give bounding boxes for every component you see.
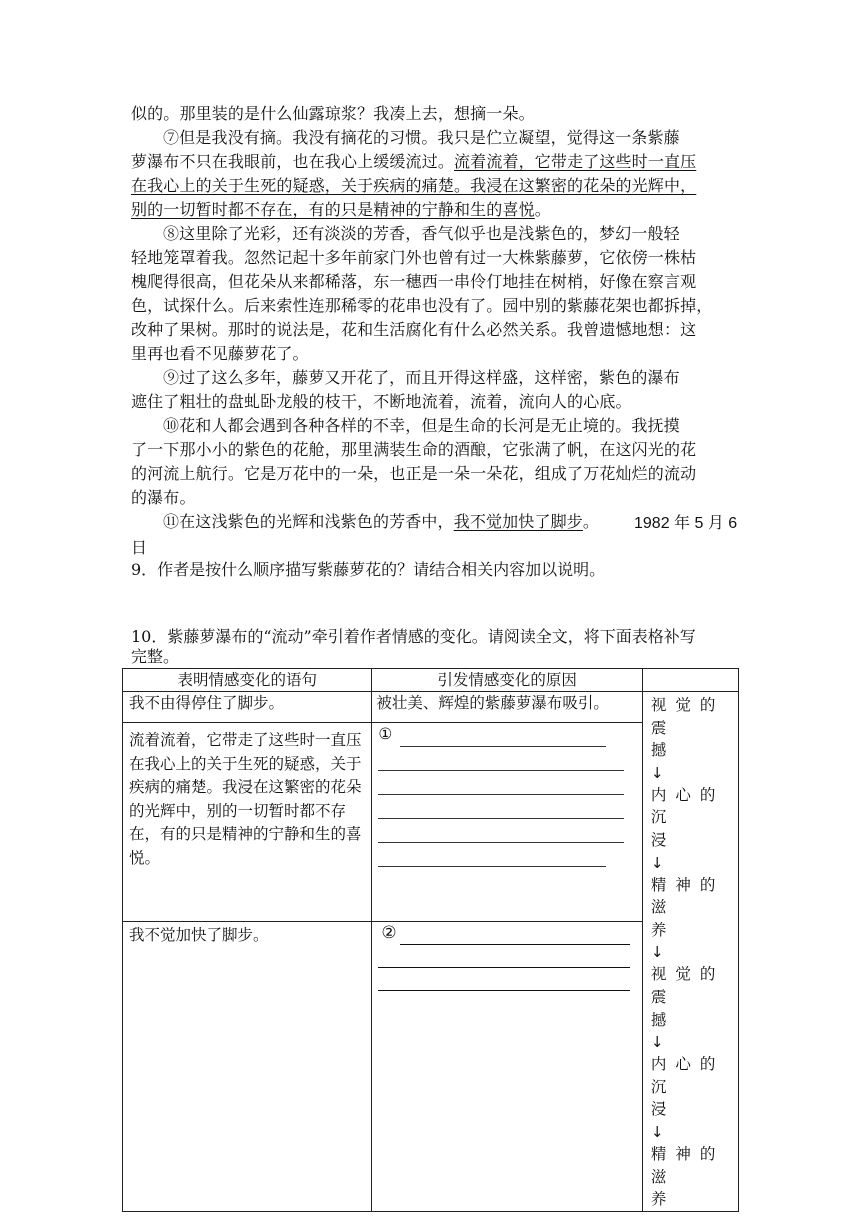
- paragraph-10: ⑩花和人都会遇到各种各样的不幸，但是生命的长河是无止境的。我抚摸: [163, 416, 680, 435]
- passage-line: 改种了果树。那时的说法是，花和生活腐化有什么必然关系。我曾遗憾地想：这: [131, 320, 697, 339]
- date-line: 1982 年 5 月 6: [634, 515, 738, 532]
- answer-line[interactable]: [378, 771, 623, 795]
- paragraph-8: ⑧这里除了光彩，还有淡淡的芳香，香气似乎也是浅紫色的，梦幻一般轻: [163, 224, 680, 243]
- passage-line: 的河流上航行。它是万花中的一朵，也正是一朵一朵花，组成了万花灿烂的流动: [131, 464, 697, 483]
- answer-marker: ②: [381, 922, 397, 943]
- column-header: [642, 669, 738, 692]
- table-cell: 我不觉加快了脚步。: [123, 921, 372, 1211]
- answer-line[interactable]: [378, 843, 605, 867]
- question-9: 9．作者是按什么顺序描写紫藤萝花的？请结合相关内容加以说明。: [131, 560, 606, 579]
- answer-line[interactable]: [378, 968, 629, 991]
- answer-marker: ①: [378, 725, 393, 744]
- down-arrow-icon: ↓: [650, 1033, 664, 1052]
- table-header-row: [123, 669, 739, 692]
- answer-line[interactable]: [378, 795, 623, 819]
- passage-line: 轻地笼罩着我。忽然记起十多年前家门外也曾有过一大株紫藤萝，它依傍一株枯: [131, 248, 697, 267]
- emotion-table: [122, 668, 739, 1212]
- answer-line[interactable]: [378, 819, 623, 843]
- table-row: [123, 692, 739, 723]
- paragraph-11: ⑪在这浅紫色的光辉和浅紫色的芳香中，我不觉加快了脚步。: [163, 512, 600, 531]
- passage-line: 萝瀑布不只在我眼前，也在我心上缓缓流过。流着流着，它带走了这些时一直压: [131, 152, 697, 171]
- emotion-flow-cell: 视觉的震 撼 ↓ 内心的沉 浸 ↓ 精神的滋 养 ↓ 视觉的震 撼 ↓ 内心的沉 浸 ↓ 精神的滋 养: [642, 692, 738, 1212]
- down-arrow-icon: ↓: [650, 853, 664, 872]
- passage-line: 槐爬得很高，但花朵从来都稀落，东一穗西一串伶仃地挂在树梢，好像在察言观: [131, 272, 697, 291]
- passage-line: 似的。那里装的是什么仙露琼浆？我凑上去，想摘一朵。: [131, 104, 535, 123]
- underlined-sentence: 我不觉加快了脚步: [453, 512, 583, 531]
- column-header: 表明情感变化的语句: [123, 669, 372, 692]
- date-line-tail: 日: [131, 538, 148, 557]
- answer-line[interactable]: [378, 747, 623, 771]
- table-cell: 流着流着，它带走了这些时一直压在我心上的关于生死的疑惑，关于疾病的痛楚。我浸在这繁密的花朵的光辉中，别的一切暂时都不存在，有的只是精神的宁静和生的喜悦。: [123, 723, 372, 922]
- passage-line: 的瀑布。: [131, 488, 196, 507]
- answer-line[interactable]: [400, 922, 629, 945]
- answer-line[interactable]: [378, 945, 629, 968]
- table-cell: 我不由得停住了脚步。: [123, 692, 372, 723]
- down-arrow-icon: ↓: [650, 1122, 664, 1141]
- underlined-sentence: 别的一切暂时都不存在，有的只是精神的宁静和生的喜悦: [131, 200, 535, 219]
- table-cell: 被壮美、辉煌的紫藤萝瀑布吸引。: [372, 692, 642, 723]
- passage-line: 遮住了粗壮的盘虬卧龙般的枝干，不断地流着，流着，流向人的心底。: [131, 392, 632, 411]
- underlined-sentence: 在我心上的关于生死的疑惑，关于疾病的痛楚。我浸在这繁密的花朵的光辉中，: [131, 176, 697, 195]
- column-header: 引发情感变化的原因: [372, 669, 642, 692]
- paragraph-9: ⑨过了这么多年，藤萝又开花了，而且开得这样盛，这样密，紫色的瀑布: [163, 368, 680, 387]
- question-10: 10．紫藤萝瀑布的“流动”牵引着作者情感的变化。请阅读全文，将下面表格补写: [131, 627, 696, 646]
- down-arrow-icon: ↓: [650, 943, 664, 962]
- question-10-cont: 完整。: [131, 647, 180, 666]
- passage-line: 里再也看不见藤萝花了。: [131, 344, 309, 363]
- answer-cell-1[interactable]: [372, 723, 642, 922]
- passage-line: 色，试探什么。后来索性连那稀零的花串也没有了。园中别的紫藤花架也都拆掉，: [131, 296, 713, 315]
- paragraph-7: ⑦但是我没有摘。我没有摘花的习惯。我只是伫立凝望，觉得这一条紫藤: [163, 128, 680, 147]
- down-arrow-icon: ↓: [650, 763, 664, 782]
- passage-line: 别的一切暂时都不存在，有的只是精神的宁静和生的喜悦。: [131, 200, 551, 219]
- answer-line[interactable]: [400, 723, 605, 747]
- answer-cell-2[interactable]: [372, 921, 642, 1211]
- underlined-sentence: 流着流着，它带走了这些时一直压: [454, 152, 697, 171]
- passage-line: 了一下那小小的紫色的花舱，那里满装生命的酒酿，它张满了帆，在这闪光的花: [131, 440, 697, 459]
